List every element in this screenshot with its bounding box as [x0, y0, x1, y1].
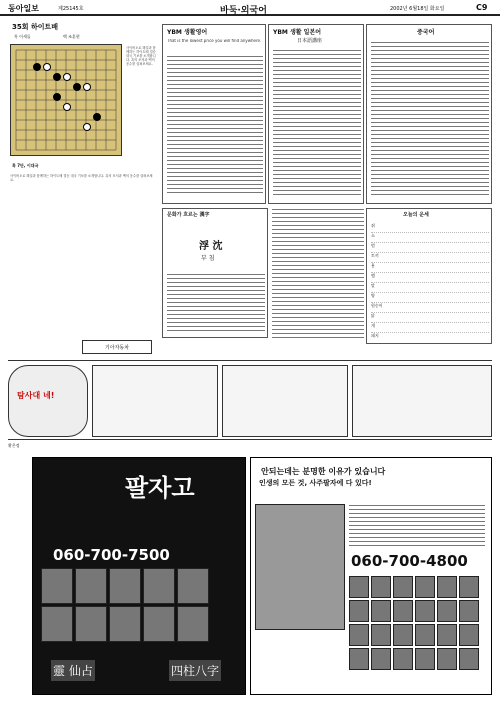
hanja-characters: 浮 沈 — [199, 241, 223, 252]
board-grid — [11, 45, 121, 155]
portrait-photo — [371, 576, 391, 598]
portrait-photo — [393, 600, 413, 622]
zodiac-label: 양 — [371, 293, 375, 298]
portrait-photo — [349, 600, 369, 622]
baduk-side-notes — [126, 46, 158, 141]
hanja-reading: 부 침 — [201, 255, 215, 262]
hanja-title: 문화가 흐르는 漢字 — [167, 212, 210, 218]
horoscope-list — [371, 223, 489, 341]
zodiac-item — [371, 333, 489, 342]
portrait-photo — [393, 624, 413, 646]
kia-logo: 기아자동차 — [104, 344, 130, 351]
japanese-box — [268, 24, 364, 204]
comic-title: 탐사대 네! — [17, 391, 55, 400]
baduk-subtitle: 흑 7단, 이대국 — [12, 163, 39, 168]
zodiac-item — [371, 253, 489, 263]
portrait-photo — [459, 648, 479, 670]
zodiac-label: 돼지 — [371, 333, 379, 338]
zodiac-item — [371, 233, 489, 243]
baduk-article-text: 사이버오로 해설과 함께하는 하이트배 결승 대국 기보를 소개합니다. 흑의 포석과 백의 응수를 살펴보세요. — [10, 174, 153, 183]
section-title: 바둑·외국어 — [220, 6, 267, 16]
main-article — [272, 208, 364, 338]
portrait-photo — [437, 576, 457, 598]
portrait-photo — [459, 600, 479, 622]
zodiac-label: 토끼 — [371, 253, 379, 258]
portrait-photo — [349, 576, 369, 598]
portrait-photo — [437, 600, 457, 622]
baduk-black-player: 흑 이세돌 — [14, 34, 31, 39]
portrait-photo — [415, 648, 435, 670]
portrait-photo — [459, 576, 479, 598]
portrait-photo — [415, 600, 435, 622]
japanese-title: YBM 생활 일본어 — [273, 29, 322, 36]
portrait-photo — [41, 606, 73, 642]
horoscope-box — [366, 208, 492, 344]
zodiac-label: 소 — [371, 233, 375, 238]
portrait-photo — [393, 576, 413, 598]
left-ad-photo-grid — [41, 568, 237, 640]
portrait-photo — [371, 648, 391, 670]
chinese-box — [366, 24, 492, 204]
right-ad-subhead: 인생의 모든 것, 사주팔자에 다 있다! — [259, 479, 372, 487]
black-stone — [53, 93, 61, 101]
newspaper-header — [0, 0, 500, 16]
baduk-column — [8, 22, 158, 362]
zodiac-label: 뱀 — [371, 273, 375, 278]
english-box — [162, 24, 266, 204]
english-title: YBM 생활영어 — [167, 29, 208, 36]
portrait-photo — [109, 606, 141, 642]
portrait-photo — [143, 606, 175, 642]
baduk-board — [10, 44, 122, 156]
baduk-article — [10, 174, 156, 339]
issue-date: 2002년 6월18일 화요일 — [390, 6, 445, 12]
zodiac-label: 개 — [371, 323, 375, 328]
zodiac-item — [371, 323, 489, 333]
portrait-photo — [177, 606, 209, 642]
comic-strip — [8, 360, 492, 440]
comic-panel-2 — [92, 365, 218, 437]
portrait-photo — [393, 648, 413, 670]
right-ad-number: 060-700-4800 — [351, 552, 468, 570]
baduk-title: 35회 하이트배 — [12, 23, 58, 31]
portrait-photo — [75, 568, 107, 604]
zodiac-label: 쥐 — [371, 223, 375, 228]
white-stone — [83, 123, 91, 131]
portrait-photo — [349, 624, 369, 646]
left-advertisement — [32, 457, 246, 695]
portrait-photo — [371, 600, 391, 622]
english-lines — [167, 55, 263, 195]
zodiac-item — [371, 293, 489, 303]
edition-number: 제25145호 — [58, 6, 84, 12]
person-photo — [255, 504, 345, 630]
white-stone — [63, 103, 71, 111]
zodiac-label: 용 — [371, 263, 375, 268]
black-stone — [33, 63, 41, 71]
portrait-photo — [109, 568, 141, 604]
comic-panel-1 — [8, 365, 88, 437]
black-stone — [73, 83, 81, 91]
chinese-lines — [371, 41, 489, 195]
left-ad-footer-left: 靈 仙占 — [51, 660, 95, 681]
right-ad-headline: 안되는데는 분명한 이유가 있습니다 — [261, 467, 386, 476]
newspaper-logo: 동아일보 — [8, 4, 39, 13]
comic-panel-4 — [352, 365, 492, 437]
portrait-photo — [75, 606, 107, 642]
english-subtitle: That is the lowest price you will find anywhere. — [167, 39, 262, 43]
japanese-subtitle: 日本語講座 — [297, 38, 323, 44]
portrait-photo — [371, 624, 391, 646]
white-stone — [43, 63, 51, 71]
portrait-photo — [143, 568, 175, 604]
portrait-photo — [41, 568, 73, 604]
zodiac-item — [371, 243, 489, 253]
baduk-white-player: 백 조훈현 — [63, 34, 80, 39]
chinese-title: 중국어 — [417, 29, 435, 36]
baduk-side-text: 사이버오로 해설과 함께하는 하이트배 결승 대국 기보를 소개합니다. 흑의 포석과 백의 응수를 살펴보세요. — [126, 46, 156, 67]
portrait-photo — [415, 624, 435, 646]
portrait-photo — [177, 568, 209, 604]
portrait-photo — [349, 648, 369, 670]
right-ad-photo-grid — [349, 576, 485, 684]
zodiac-item — [371, 223, 489, 233]
white-stone — [83, 83, 91, 91]
left-ad-number: 060-700-7500 — [53, 546, 170, 564]
zodiac-item — [371, 313, 489, 323]
portrait-photo — [437, 624, 457, 646]
zodiac-item — [371, 303, 489, 313]
portrait-photo — [459, 624, 479, 646]
portrait-photo — [437, 648, 457, 670]
horoscope-title: 오늘의 운세 — [403, 212, 429, 218]
page-number: C9 — [476, 3, 488, 12]
right-ad-body — [349, 504, 485, 548]
zodiac-item — [371, 273, 489, 283]
comic-panel-3 — [222, 365, 348, 437]
left-ad-footer-right: 四柱八字 — [169, 660, 221, 681]
zodiac-label: 범 — [371, 243, 375, 248]
portrait-photo — [415, 576, 435, 598]
zodiac-item — [371, 263, 489, 273]
black-stone — [53, 73, 61, 81]
zodiac-label: 말 — [371, 283, 375, 288]
hanja-column — [162, 208, 268, 338]
zodiac-label: 원숭이 — [371, 303, 383, 308]
left-ad-headline: 팔자고 — [125, 474, 195, 502]
comic-byline: 황은정 — [8, 443, 20, 448]
hanja-lines — [167, 273, 265, 333]
white-stone — [63, 73, 71, 81]
kia-sponsor — [82, 340, 152, 354]
zodiac-label: 닭 — [371, 313, 375, 318]
black-stone — [93, 113, 101, 121]
right-advertisement — [250, 457, 492, 695]
zodiac-item — [371, 283, 489, 293]
japanese-lines — [273, 49, 361, 195]
